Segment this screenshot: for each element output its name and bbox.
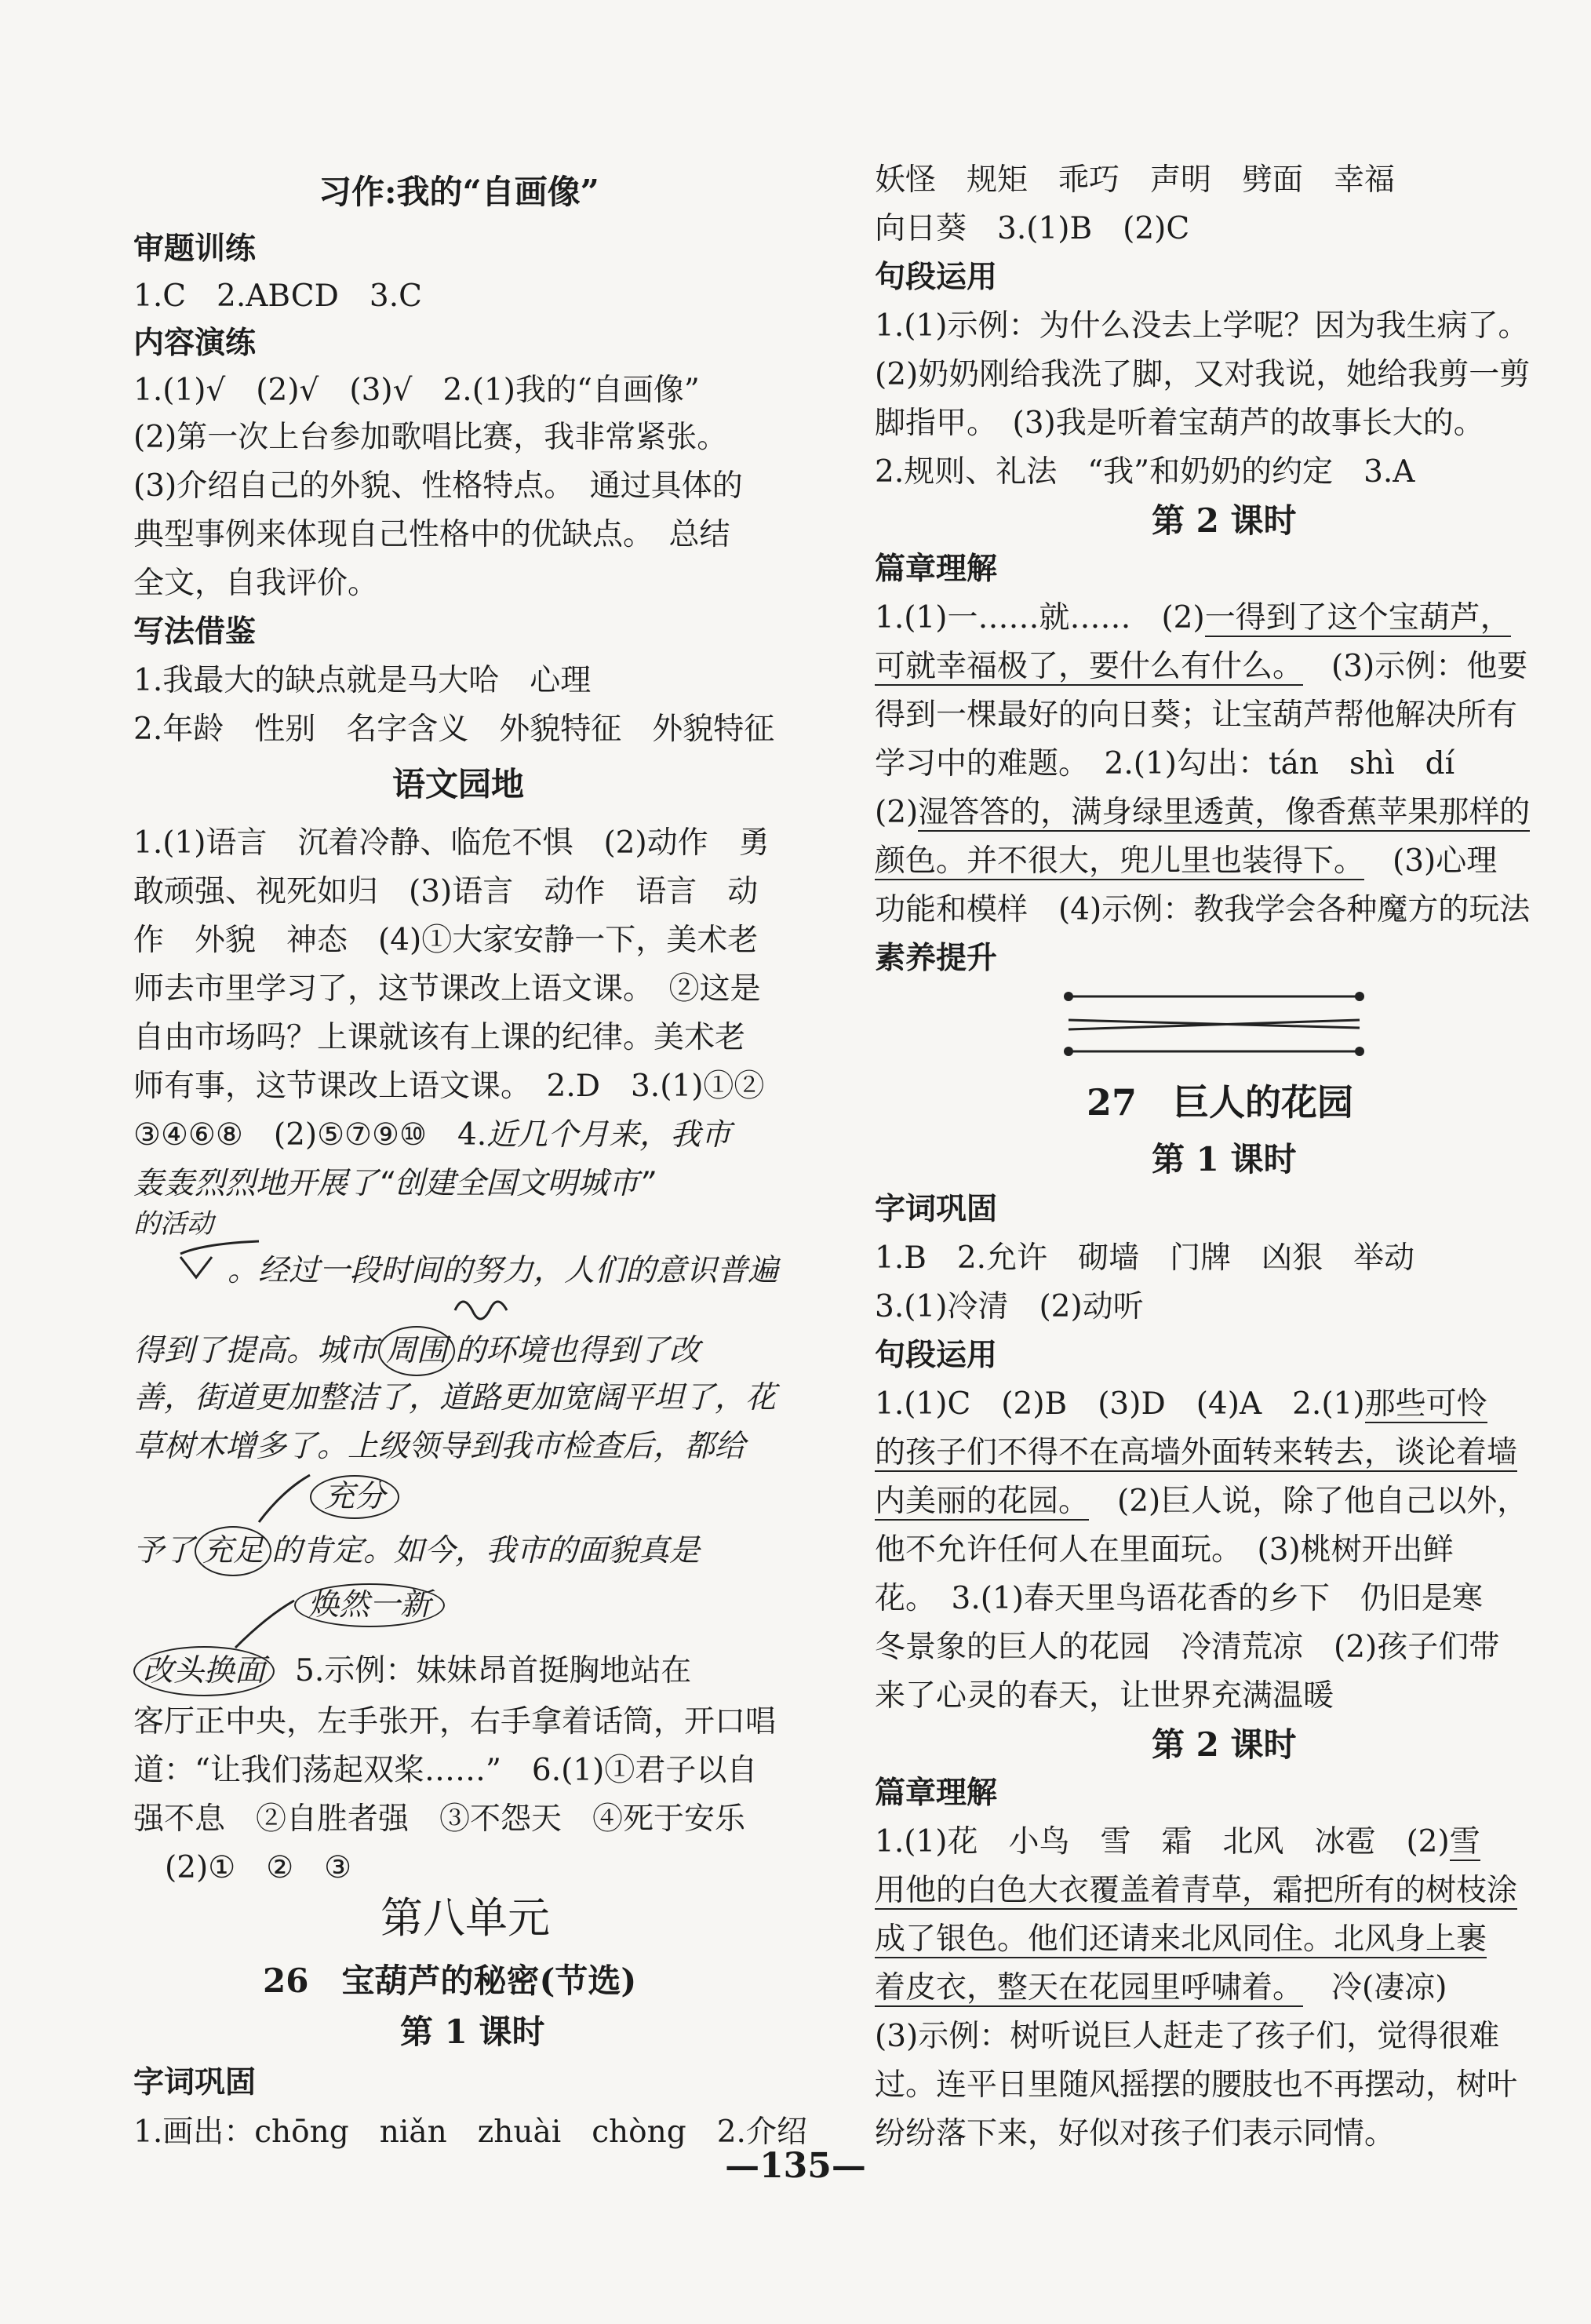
answer-line: (2)① ② ③ bbox=[165, 1850, 352, 1885]
answer-line: 花。 3.(1)春天里鸟语花香的乡下 仍旧是寒 bbox=[875, 1581, 1483, 1616]
replace-link-2 bbox=[235, 1601, 294, 1648]
answer-line: (3)示例：树听说巨人赶走了孩子们，觉得很难 bbox=[875, 2019, 1500, 2054]
handwritten-text: 草树木增多了。上级领导到我市检查后，都给 bbox=[133, 1429, 746, 1464]
answer-line: 妖怪 规矩 乖巧 声明 劈面 幸福 bbox=[875, 162, 1396, 198]
handwritten-text: 轰轰烈烈地开展了“创建全国文明城市” bbox=[133, 1166, 655, 1201]
heading-yuwen-yuandi: 语文园地 bbox=[392, 765, 525, 803]
answer-line: 1.(1)√ (2)√ (3)√ 2.(1)我的“自画像” bbox=[133, 373, 700, 408]
underlined-answer: 湿答答的，满身绿里透黄，像香蕉苹果那样的 bbox=[918, 795, 1531, 830]
answer-line: 1.(1)语言 沉着冷静、临危不惧 (2)动作 勇 bbox=[133, 825, 770, 861]
period-title: 第 2 课时 bbox=[1152, 1725, 1297, 1764]
answer-segment: 5.示例：妹妹昂首挺胸地站在 bbox=[295, 1653, 692, 1688]
answer-line: 作 外貌 神态 (4)①大家安静一下，美术老 bbox=[133, 923, 759, 958]
answer-line: 敢顽强、视死如归 (3)语言 动作 语言 动 bbox=[133, 874, 759, 909]
handwritten-text bbox=[133, 1526, 700, 1576]
period-title: 第 2 课时 bbox=[1152, 501, 1297, 540]
answer-segment: (2) bbox=[875, 795, 919, 830]
period-title: 第 1 课时 bbox=[1152, 1140, 1297, 1178]
handwritten-segment: 得到了提高。城市 bbox=[133, 1333, 379, 1368]
answer-segment: 1.(1)一……就…… (2) bbox=[875, 600, 1205, 636]
section-label: 字词巩固 bbox=[133, 2065, 257, 2100]
underlined-answer: 那些可怜 bbox=[1364, 1386, 1487, 1422]
page-number: —135— bbox=[725, 2146, 866, 2186]
handwritten-text bbox=[133, 1326, 700, 1376]
answer-line: 向日葵 3.(1)B (2)C bbox=[875, 211, 1190, 246]
handwritten-segment: 予了 bbox=[133, 1533, 195, 1568]
underlined-answer: 的孩子们不得不在高墙外面转来转去，谈论着墙 bbox=[875, 1435, 1518, 1470]
handwritten-text: 。经过一段时间的努力，人们的意识普遍 bbox=[228, 1253, 779, 1288]
circled-word: 改头换面 bbox=[133, 1646, 275, 1696]
handwritten-text: 近几个月来，我市 bbox=[486, 1117, 732, 1153]
circled-word: 周围 bbox=[378, 1326, 455, 1376]
answer-line: 典型事例来体现自己性格中的优缺点。 总结 bbox=[133, 517, 730, 552]
section-label: 句段运用 bbox=[875, 1338, 998, 1373]
answer-line: 3.(1)冷清 (2)动听 bbox=[875, 1289, 1144, 1324]
answer-segment: (2)巨人说，除了他自己以外， bbox=[1117, 1484, 1528, 1519]
circled-word: 充足 bbox=[195, 1526, 271, 1576]
insertion-text: 的活动 bbox=[133, 1208, 213, 1240]
lesson-title: 27 巨人的花园 bbox=[1087, 1081, 1354, 1124]
answer-line: 师去市里学习了，这节课改上语文课。 ②这是 bbox=[133, 971, 761, 1007]
answer-segment: ③④⑥⑧ (2)⑤⑦⑨⑩ 4. bbox=[133, 1117, 487, 1153]
underlined-answer: 颜色。并不很大，兜儿里也装得下。 bbox=[875, 843, 1365, 879]
answer-segment: 1.(1)花 小鸟 雪 霜 北风 冰雹 (2) bbox=[875, 1824, 1450, 1860]
answer-line bbox=[875, 1819, 1480, 1866]
section-label: 篇章理解 bbox=[875, 1776, 998, 1811]
section-label: 素养提升 bbox=[875, 941, 998, 976]
answer-line bbox=[875, 1478, 1527, 1525]
answer-line bbox=[875, 1916, 1487, 1963]
answer-line: 1.B 2.允许 砌墙 门牌 凶狠 举动 bbox=[875, 1240, 1415, 1276]
underlined-answer: 成了银色。他们还请来北风同住。北风身上裹 bbox=[875, 1921, 1487, 1957]
answer-line: 客厅正中央，左手张开，右手拿着话筒，开口唱 bbox=[133, 1704, 777, 1739]
answer-line: 全文，自我评价。 bbox=[133, 566, 379, 601]
answer-line: 师有事，这节课改上语文课。 2.D 3.(1)①② bbox=[133, 1069, 765, 1104]
answer-line: 2.规则、礼法 “我”和奶奶的约定 3.A bbox=[875, 454, 1415, 490]
replace-link-1 bbox=[259, 1475, 310, 1522]
answer-line bbox=[875, 789, 1530, 836]
unit-title: 第八单元 bbox=[380, 1893, 550, 1943]
section-label: 写法借鉴 bbox=[133, 614, 257, 650]
answer-line: 2.年龄 性别 名字含义 外貌特征 外貌特征 bbox=[133, 712, 775, 747]
underlined-answer: 可就幸福极了，要什么有什么。 bbox=[875, 649, 1304, 684]
handwritten-text: 善，街道更加整洁了，道路更加宽阔平坦了，花 bbox=[133, 1380, 777, 1415]
answer-line: 1.我最大的缺点就是马大哈 心理 bbox=[133, 663, 592, 698]
lesson-title: 26 宝葫芦的秘密(节选) bbox=[263, 1962, 637, 2000]
insert-caret bbox=[180, 1257, 212, 1277]
answer-line: 纷纷落下来，好似对孩子们表示同情。 bbox=[875, 2116, 1396, 2151]
underlined-answer: 内美丽的花园。 bbox=[875, 1484, 1090, 1519]
delete-loop-mark bbox=[455, 1302, 507, 1319]
period-title: 第 1 课时 bbox=[400, 2013, 545, 2051]
answer-line: 来了心灵的春天，让世界充满温暖 bbox=[875, 1678, 1334, 1714]
heading-zizuo: 习作:我的“自画像” bbox=[319, 173, 599, 211]
replacement-word: 充分 bbox=[310, 1475, 399, 1519]
answer-line: (2)第一次上台参加歌唱比赛，我非常紧张。 bbox=[133, 420, 728, 455]
answer-line bbox=[133, 1112, 731, 1159]
answer-line: 强不息 ②自胜者强 ③不怨天 ④死于安乐 bbox=[133, 1801, 746, 1837]
answer-line: 1.C 2.ABCD 3.C bbox=[133, 279, 422, 314]
answer-line: (2)奶奶刚给我洗了脚，又对我说，她给我剪一剪 bbox=[875, 357, 1531, 392]
underlined-answer: 雪 bbox=[1449, 1824, 1480, 1860]
answer-line: 1.(1)示例：为什么没去上学呢？因为我生病了。 bbox=[875, 308, 1529, 344]
answer-line: 脚指甲。 (3)我是听着宝葫芦的故事长大的。 bbox=[875, 406, 1484, 441]
section-label: 内容演练 bbox=[133, 326, 257, 361]
underlined-answer: 着皮衣，整天在花园里呼啸着。 bbox=[875, 1970, 1304, 2005]
section-label: 句段运用 bbox=[875, 260, 998, 295]
answer-line bbox=[133, 1646, 691, 1696]
answer-line: 学习中的难题。 2.(1)勾出：tán shì dí bbox=[875, 746, 1455, 781]
answer-segment: 1.(1)C (2)B (3)D (4)A 2.(1) bbox=[875, 1386, 1365, 1422]
answer-line bbox=[875, 1867, 1517, 1914]
answer-line bbox=[875, 838, 1497, 885]
answer-segment: (3)示例：他要 bbox=[1331, 649, 1528, 684]
answer-line: 道：“让我们荡起双桨……” 6.(1)①君子以自 bbox=[133, 1753, 758, 1788]
answer-line: (3)介绍自己的外貌、性格特点。 通过具体的 bbox=[133, 468, 743, 504]
answer-line bbox=[875, 1381, 1487, 1428]
answer-line: 功能和模样 (4)示例：教我学会各种魔方的玩法 bbox=[875, 892, 1531, 927]
answer-line: 过。连平日里随风摇摆的腰肢也不再摆动，树叶 bbox=[875, 2067, 1518, 2103]
answer-line bbox=[875, 595, 1511, 642]
replacement-word: 焕然一新 bbox=[294, 1583, 445, 1627]
answer-line bbox=[875, 1430, 1517, 1477]
handwritten-segment: 的环境也得到了改 bbox=[455, 1333, 701, 1368]
section-label: 篇章理解 bbox=[875, 552, 998, 587]
answer-line: 得到一棵最好的向日葵；让宝葫芦帮他解决所有 bbox=[875, 698, 1518, 733]
answer-line: 他不允许任何人在里面玩。 (3)桃树开出鲜 bbox=[875, 1532, 1454, 1568]
underlined-answer: 一得到了这个宝葫芦， bbox=[1204, 600, 1511, 636]
answer-segment: (3)心理 bbox=[1393, 843, 1498, 879]
answer-line bbox=[875, 1965, 1447, 2012]
section-label: 字词巩固 bbox=[875, 1192, 998, 1227]
answer-segment: 冷(凄凉) bbox=[1331, 1970, 1447, 2005]
handwritten-segment: 的肯定。如今，我市的面貌真是 bbox=[271, 1533, 701, 1568]
answer-line: 冬景象的巨人的花园 冷清荒凉 (2)孩子们带 bbox=[875, 1630, 1500, 1665]
answer-line: 1.画出：chōng niǎn zhuài chòng 2.介绍 bbox=[133, 2115, 807, 2150]
answer-line: 自由市场吗？上课就该有上课的纪律。美术老 bbox=[133, 1020, 746, 1055]
underlined-answer: 用他的白色大衣覆盖着青草，霜把所有的树枝涂 bbox=[875, 1873, 1518, 1908]
section-label: 审题训练 bbox=[133, 231, 257, 267]
answer-line bbox=[875, 643, 1527, 690]
